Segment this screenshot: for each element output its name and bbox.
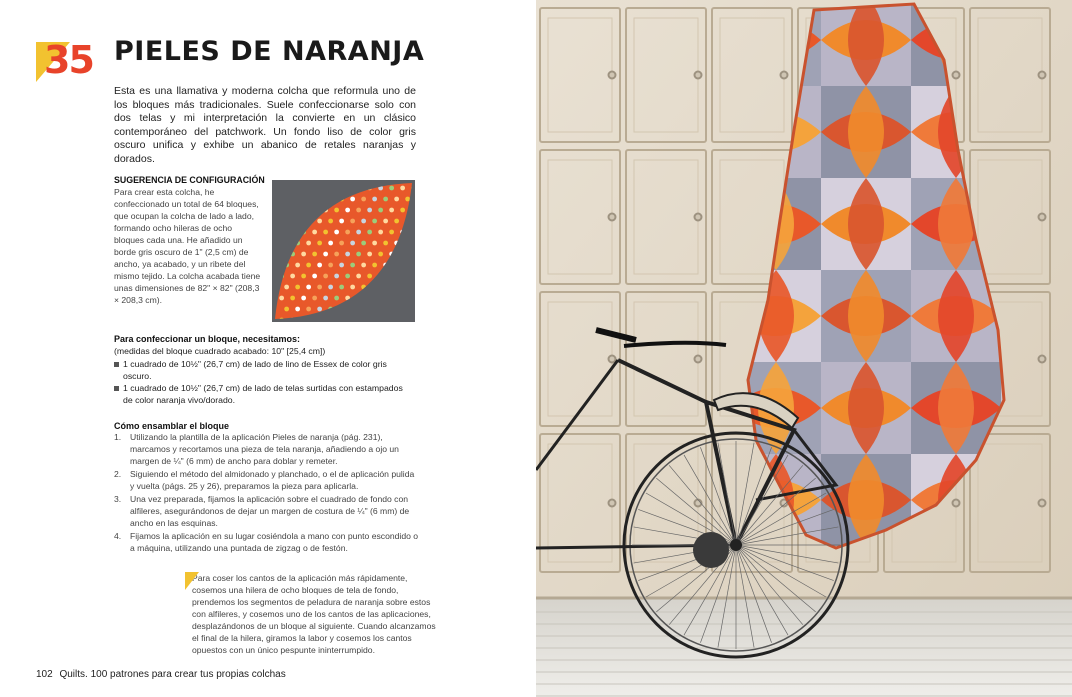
pattern-number: 35 [44,38,93,82]
page-footer [36,669,286,680]
fabric-dot-icon [389,208,394,213]
step-text: Fijamos la aplicación en su lugar cosiéndola a mano con punto escondido o a máquina, utilizando una puntada de zigzag o de festón. [130,530,419,553]
fabric-dot-icon [356,230,361,235]
step-number: 4. [114,530,122,541]
fabric-dot-icon [389,186,394,191]
fabric-dot-icon [361,263,366,268]
cabinet-knob-icon [1039,72,1046,79]
cabinet-knob-icon [781,72,788,79]
fabric-dot-icon [383,197,388,202]
fabric-dot-icon [312,230,317,235]
fabric-dot-icon [295,263,300,268]
step-text: Utilizando la plantilla de la aplicación Pieles de naranja (pág. 231), marcamos y recortamos una pieza de tela naranja, añadiendo a ojo un margen de ¼" (6 mm) de ancho para doblar y remeter. [130,432,399,466]
fabric-dot-icon [306,241,311,246]
fabric-dot-icon [345,230,350,235]
fabric-dot-icon [284,285,289,290]
cabinet-knob-icon [609,72,616,79]
cabinet-knob-icon [953,72,960,79]
step-number: 2. [114,468,122,479]
fabric-dot-icon [372,263,377,268]
fabric-dot-icon [383,241,388,246]
fabric-dot-icon [350,241,355,246]
fabric-dot-icon [317,219,322,224]
fabric-dot-icon [339,285,344,290]
yellow-corner-icon [185,572,199,590]
page-title: PIELES DE NARANJA [114,36,425,67]
orange-peel-block-icon [272,180,415,322]
fabric-dot-icon [356,208,361,213]
assembly-heading: Cómo ensamblar el bloque [114,421,230,431]
fabric-dot-icon [328,219,333,224]
orange-peel-block-image [272,180,415,322]
fabric-dot-icon [334,230,339,235]
fabric-dot-icon [306,307,311,312]
fabric-dot-icon [350,263,355,268]
fabric-dot-icon [295,307,300,312]
step-text: Siguiendo el método del almidonado y planchado, o el de aplicación pulida y vuelta (págs. 25 y 26), preparamos la pieza para aplicarla. [130,468,415,491]
fabric-dot-icon [317,241,322,246]
fabric-dot-icon [306,263,311,268]
quilt-with-bicycle-photo [536,0,1072,697]
fabric-dot-icon [290,274,295,279]
fabric-dot-icon [279,296,284,301]
fabric-dot-icon [350,219,355,224]
fabric-dot-icon [361,219,366,224]
fabric-dot-icon [361,197,366,202]
fabric-dot-icon [317,285,322,290]
fabric-dot-icon [312,252,317,257]
list-item-text: 1 cuadrado de 10½" (26,7 cm) de lado de telas surtidas con estampados de color naranja vivo/dorado. [123,383,403,405]
right-page-photo [536,0,1072,697]
fabric-dot-icon [323,230,328,235]
fabric-dot-icon [301,274,306,279]
fabric-dot-icon [372,219,377,224]
fabric-dot-icon [367,230,372,235]
cabinet-knob-icon [1039,214,1046,221]
fabric-dot-icon [400,208,405,213]
fabric-dot-icon [389,230,394,235]
list-item-text: 1 cuadrado de 10½" (26,7 cm) de lado de lino de Essex de color gris oscuro. [123,359,387,381]
step-item [114,531,420,555]
fabric-dot-icon [367,274,372,279]
fabric-dot-icon [328,241,333,246]
cabinet-knob-icon [1039,356,1046,363]
step-item [114,432,420,467]
fabric-dot-icon [290,296,295,301]
pattern-number-badge [36,38,93,84]
fabric-dot-icon [301,252,306,257]
fabric-dot-icon [372,197,377,202]
list-item [114,382,414,406]
step-item [114,494,420,529]
fabric-dot-icon [284,307,289,312]
fabric-dot-icon [405,197,410,202]
fabric-dot-icon [356,252,361,257]
fabric-dot-icon [400,186,405,191]
bullet-square-icon [114,386,119,391]
fabric-dot-icon [323,296,328,301]
fabric-dot-icon [350,197,355,202]
list-item [114,358,414,382]
cabinet-knob-icon [695,214,702,221]
fabric-dot-icon [323,252,328,257]
cabinet-knob-icon [609,356,616,363]
config-text: Para crear esta colcha, he confeccionado un total de 64 bloques, que ocupan la colcha de lado a lado, formando ocho hileras de ocho bloques cada una. He añadido un borde gris oscuro de 1" (2,5 cm) de ancho, ya acabado, y un ribete del mismo tejido. La colcha acabada tiene unas dimensiones de 82" × 82" (208,3 × 208,3 cm). [114,187,261,305]
fabric-dot-icon [356,274,361,279]
intro-paragraph: Esta es una llamativa y moderna colcha que reformula uno de los bloques más tradicionales. Suele confeccionarse solo con dos telas y mi interpretación la convierte en un clásico contemporáneo del patchwork. Un fondo liso de color gris oscuro unifica y exhibe un abanico de retales naranjas y dorados. [114,85,416,165]
step-item [114,469,420,493]
needs-subheading: (medidas del bloque cuadrado acabado: 10" [25,4 cm]) [114,346,326,356]
step-number: 1. [114,432,122,442]
tip-text: Para coser los cantos de la aplicación más rápidamente, cosemos una hilera de ocho bloques de tela de fondo, prendemos los segmentos de peladura de naranja sobre estos con alfileres, y cosemos uno de los cantos de las aplicaciones, desplazándonos de un bloque al siguiente. Cuando alcanzamos el final de la hilera, giramos la labor y cosemos los cantos opuestos con un único pespunte ininterrumpido. [192,573,436,655]
fabric-dot-icon [350,285,355,290]
fabric-dot-icon [334,296,339,301]
fabric-dot-icon [378,252,383,257]
fabric-dot-icon [383,219,388,224]
fabric-dot-icon [345,208,350,213]
config-heading: SUGERENCIA DE CONFIGURACIÓN [114,175,265,185]
fabric-dot-icon [339,219,344,224]
tip-box [185,572,443,656]
fabric-dot-icon [394,219,399,224]
fabric-dot-icon [367,252,372,257]
fabric-dot-icon [306,285,311,290]
fabric-dot-icon [312,274,317,279]
fabric-dot-icon [334,208,339,213]
fabric-dot-icon [317,307,322,312]
step-text: Una vez preparada, fijamos la aplicación sobre el cuadrado de fondo con alfileres, asegurándonos de dejar un margen de costura de ¼" (6 mm) de ancho en las esquinas. [130,493,410,528]
fabric-dot-icon [328,285,333,290]
fabric-dot-icon [345,274,350,279]
fabric-dot-icon [334,274,339,279]
bullet-square-icon [114,362,119,367]
cabinet-knob-icon [609,500,616,507]
fabric-dot-icon [372,241,377,246]
fabric-dot-icon [367,208,372,213]
cabinet-knob-icon [953,500,960,507]
needs-list [114,358,414,406]
fabric-dot-icon [323,274,328,279]
cabinet-knob-icon [1039,500,1046,507]
fabric-dot-icon [312,296,317,301]
fabric-dot-icon [339,263,344,268]
fabric-dot-icon [334,252,339,257]
fabric-dot-icon [295,285,300,290]
fabric-dot-icon [378,208,383,213]
cabinet-knob-icon [609,214,616,221]
cabinet-knob-icon [695,72,702,79]
assembly-steps [114,432,420,556]
fabric-dot-icon [378,230,383,235]
fabric-dot-icon [394,197,399,202]
fabric-dot-icon [328,263,333,268]
cabinet-knob-icon [695,356,702,363]
fabric-dot-icon [317,263,322,268]
fabric-dot-icon [301,296,306,301]
needs-heading: Para confeccionar un bloque, necesitamos: [114,334,301,344]
fabric-dot-icon [345,252,350,257]
fabric-dot-icon [339,241,344,246]
step-number: 3. [114,493,122,504]
page-number: 102 [36,669,53,680]
fabric-dot-icon [361,241,366,246]
book-title: Quilts. 100 patrones para crear tus propias colchas [59,669,286,680]
